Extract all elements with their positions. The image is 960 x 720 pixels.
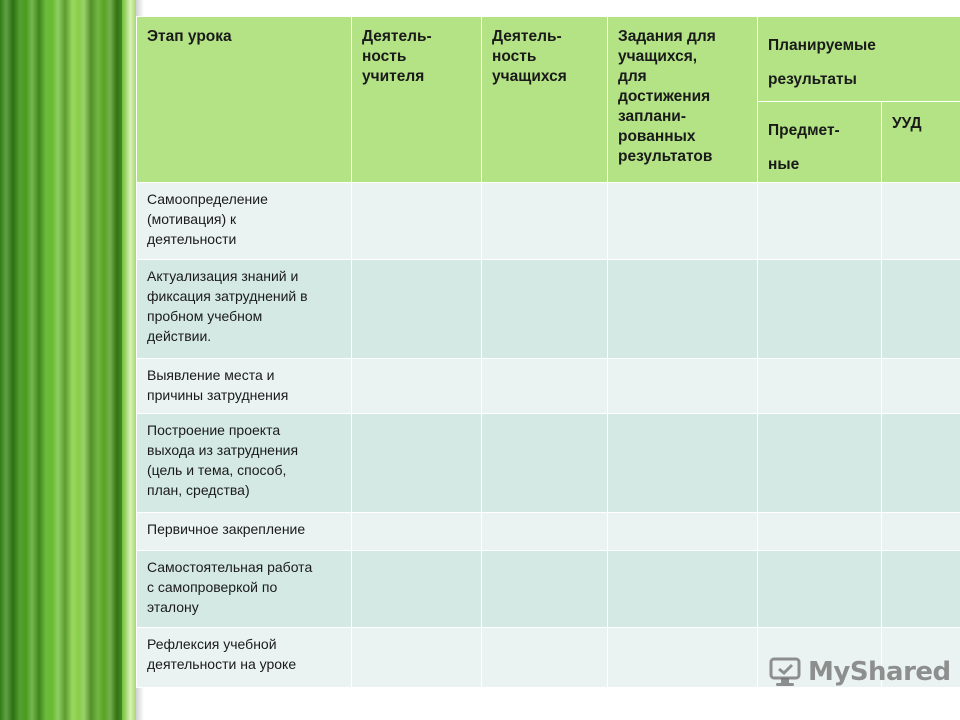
- empty-cell: [608, 359, 758, 414]
- stage-text-line: (мотивация) к: [147, 211, 237, 227]
- stage-text-line: деятельности на уроке: [147, 656, 297, 672]
- stage-text-line: фиксация затруднений в: [147, 288, 308, 304]
- empty-cell: [882, 359, 960, 414]
- empty-cell: [482, 260, 608, 359]
- empty-cell: [608, 414, 758, 513]
- stage-text-line: действии.: [147, 328, 212, 344]
- header-subject-results: [758, 102, 882, 183]
- empty-cell: [882, 260, 960, 359]
- empty-cell: [758, 359, 882, 414]
- header-row: [137, 17, 960, 102]
- empty-cell: [758, 414, 882, 513]
- stage-text-line: Построение проекта: [147, 422, 281, 438]
- stage-text-line: Рефлексия учебной: [147, 636, 277, 652]
- myshared-watermark: [768, 655, 951, 689]
- header-uud: [882, 102, 960, 183]
- empty-cell: [758, 551, 882, 628]
- stage-cell: [137, 414, 352, 513]
- empty-cell: [482, 183, 608, 260]
- empty-cell: [758, 183, 882, 260]
- table-row: [137, 513, 960, 551]
- table-row: [137, 183, 960, 260]
- header-stage: [137, 17, 352, 183]
- stage-cell: [137, 513, 352, 551]
- empty-cell: [352, 359, 482, 414]
- empty-cell: [352, 513, 482, 551]
- stage-text-line: деятельности: [147, 231, 237, 247]
- header-planned-results: [758, 17, 960, 102]
- empty-cell: [482, 359, 608, 414]
- stage-text-line: план, средства): [147, 482, 250, 498]
- empty-cell: [608, 628, 758, 688]
- empty-cell: [482, 551, 608, 628]
- lesson-plan-table: [136, 16, 960, 688]
- empty-cell: [608, 513, 758, 551]
- header-tasks-line: рованных: [618, 128, 696, 145]
- stage-text-line: причины затруднения: [147, 387, 289, 403]
- empty-cell: [352, 551, 482, 628]
- header-teacher-activity: [352, 17, 482, 183]
- table-row: [137, 359, 960, 414]
- stage-text-line: (цель и тема, способ,: [147, 462, 287, 478]
- header-subject-line: Предмет-: [768, 122, 840, 139]
- stage-cell: [137, 183, 352, 260]
- empty-cell: [882, 513, 960, 551]
- header-students-line: учащихся: [492, 68, 567, 85]
- curtain-background: [0, 0, 136, 720]
- stage-cell: [137, 359, 352, 414]
- header-tasks: [608, 17, 758, 183]
- empty-cell: [608, 183, 758, 260]
- empty-cell: [482, 628, 608, 688]
- empty-cell: [608, 260, 758, 359]
- watermark-text: MyShared: [808, 657, 951, 687]
- stage-text-line: с самопроверкой по: [147, 579, 278, 595]
- empty-cell: [482, 513, 608, 551]
- stage-text-line: Самоопределение: [147, 191, 268, 207]
- stage-text-line: пробном учебном: [147, 308, 263, 324]
- table-row: [137, 414, 960, 513]
- header-subject-line: ные: [768, 156, 800, 173]
- stage-cell: [137, 551, 352, 628]
- empty-cell: [608, 551, 758, 628]
- header-planned-line: результаты: [768, 71, 857, 88]
- header-teacher-line: ность: [362, 48, 407, 65]
- header-tasks-line: учащихся,: [618, 48, 698, 65]
- empty-cell: [352, 628, 482, 688]
- header-teacher-line: Деятель-: [362, 28, 432, 45]
- monitor-logo-icon: [768, 655, 802, 689]
- header-student-activity: [482, 17, 608, 183]
- header-tasks-line: для: [618, 68, 647, 85]
- empty-cell: [352, 260, 482, 359]
- empty-cell: [882, 551, 960, 628]
- stage-cell: [137, 628, 352, 688]
- header-students-line: Деятель-: [492, 28, 562, 45]
- header-planned-line: Планируемые: [768, 37, 876, 54]
- stage-text-line: Выявление места и: [147, 367, 275, 383]
- header-stage-text: Этап урока: [147, 28, 232, 45]
- header-tasks-line: достижения: [618, 88, 711, 105]
- stage-text-line: Актуализация знаний и: [147, 268, 299, 284]
- header-students-line: ность: [492, 48, 537, 65]
- empty-cell: [882, 414, 960, 513]
- empty-cell: [758, 513, 882, 551]
- header-tasks-line: результатов: [618, 148, 713, 165]
- empty-cell: [758, 260, 882, 359]
- table-row: [137, 551, 960, 628]
- stage-text-line: выхода из затруднения: [147, 442, 299, 458]
- header-uud-text: УУД: [892, 115, 922, 132]
- stage-text-line: Первичное закрепление: [147, 521, 306, 537]
- empty-cell: [352, 414, 482, 513]
- empty-cell: [882, 183, 960, 260]
- header-teacher-line: учителя: [362, 68, 425, 85]
- stage-text-line: эталону: [147, 599, 199, 615]
- header-tasks-line: заплани-: [618, 108, 687, 125]
- stage-cell: [137, 260, 352, 359]
- empty-cell: [482, 414, 608, 513]
- stage-text-line: Самостоятельная работа: [147, 559, 313, 575]
- table-row: [137, 260, 960, 359]
- header-tasks-line: Задания для: [618, 28, 716, 45]
- empty-cell: [352, 183, 482, 260]
